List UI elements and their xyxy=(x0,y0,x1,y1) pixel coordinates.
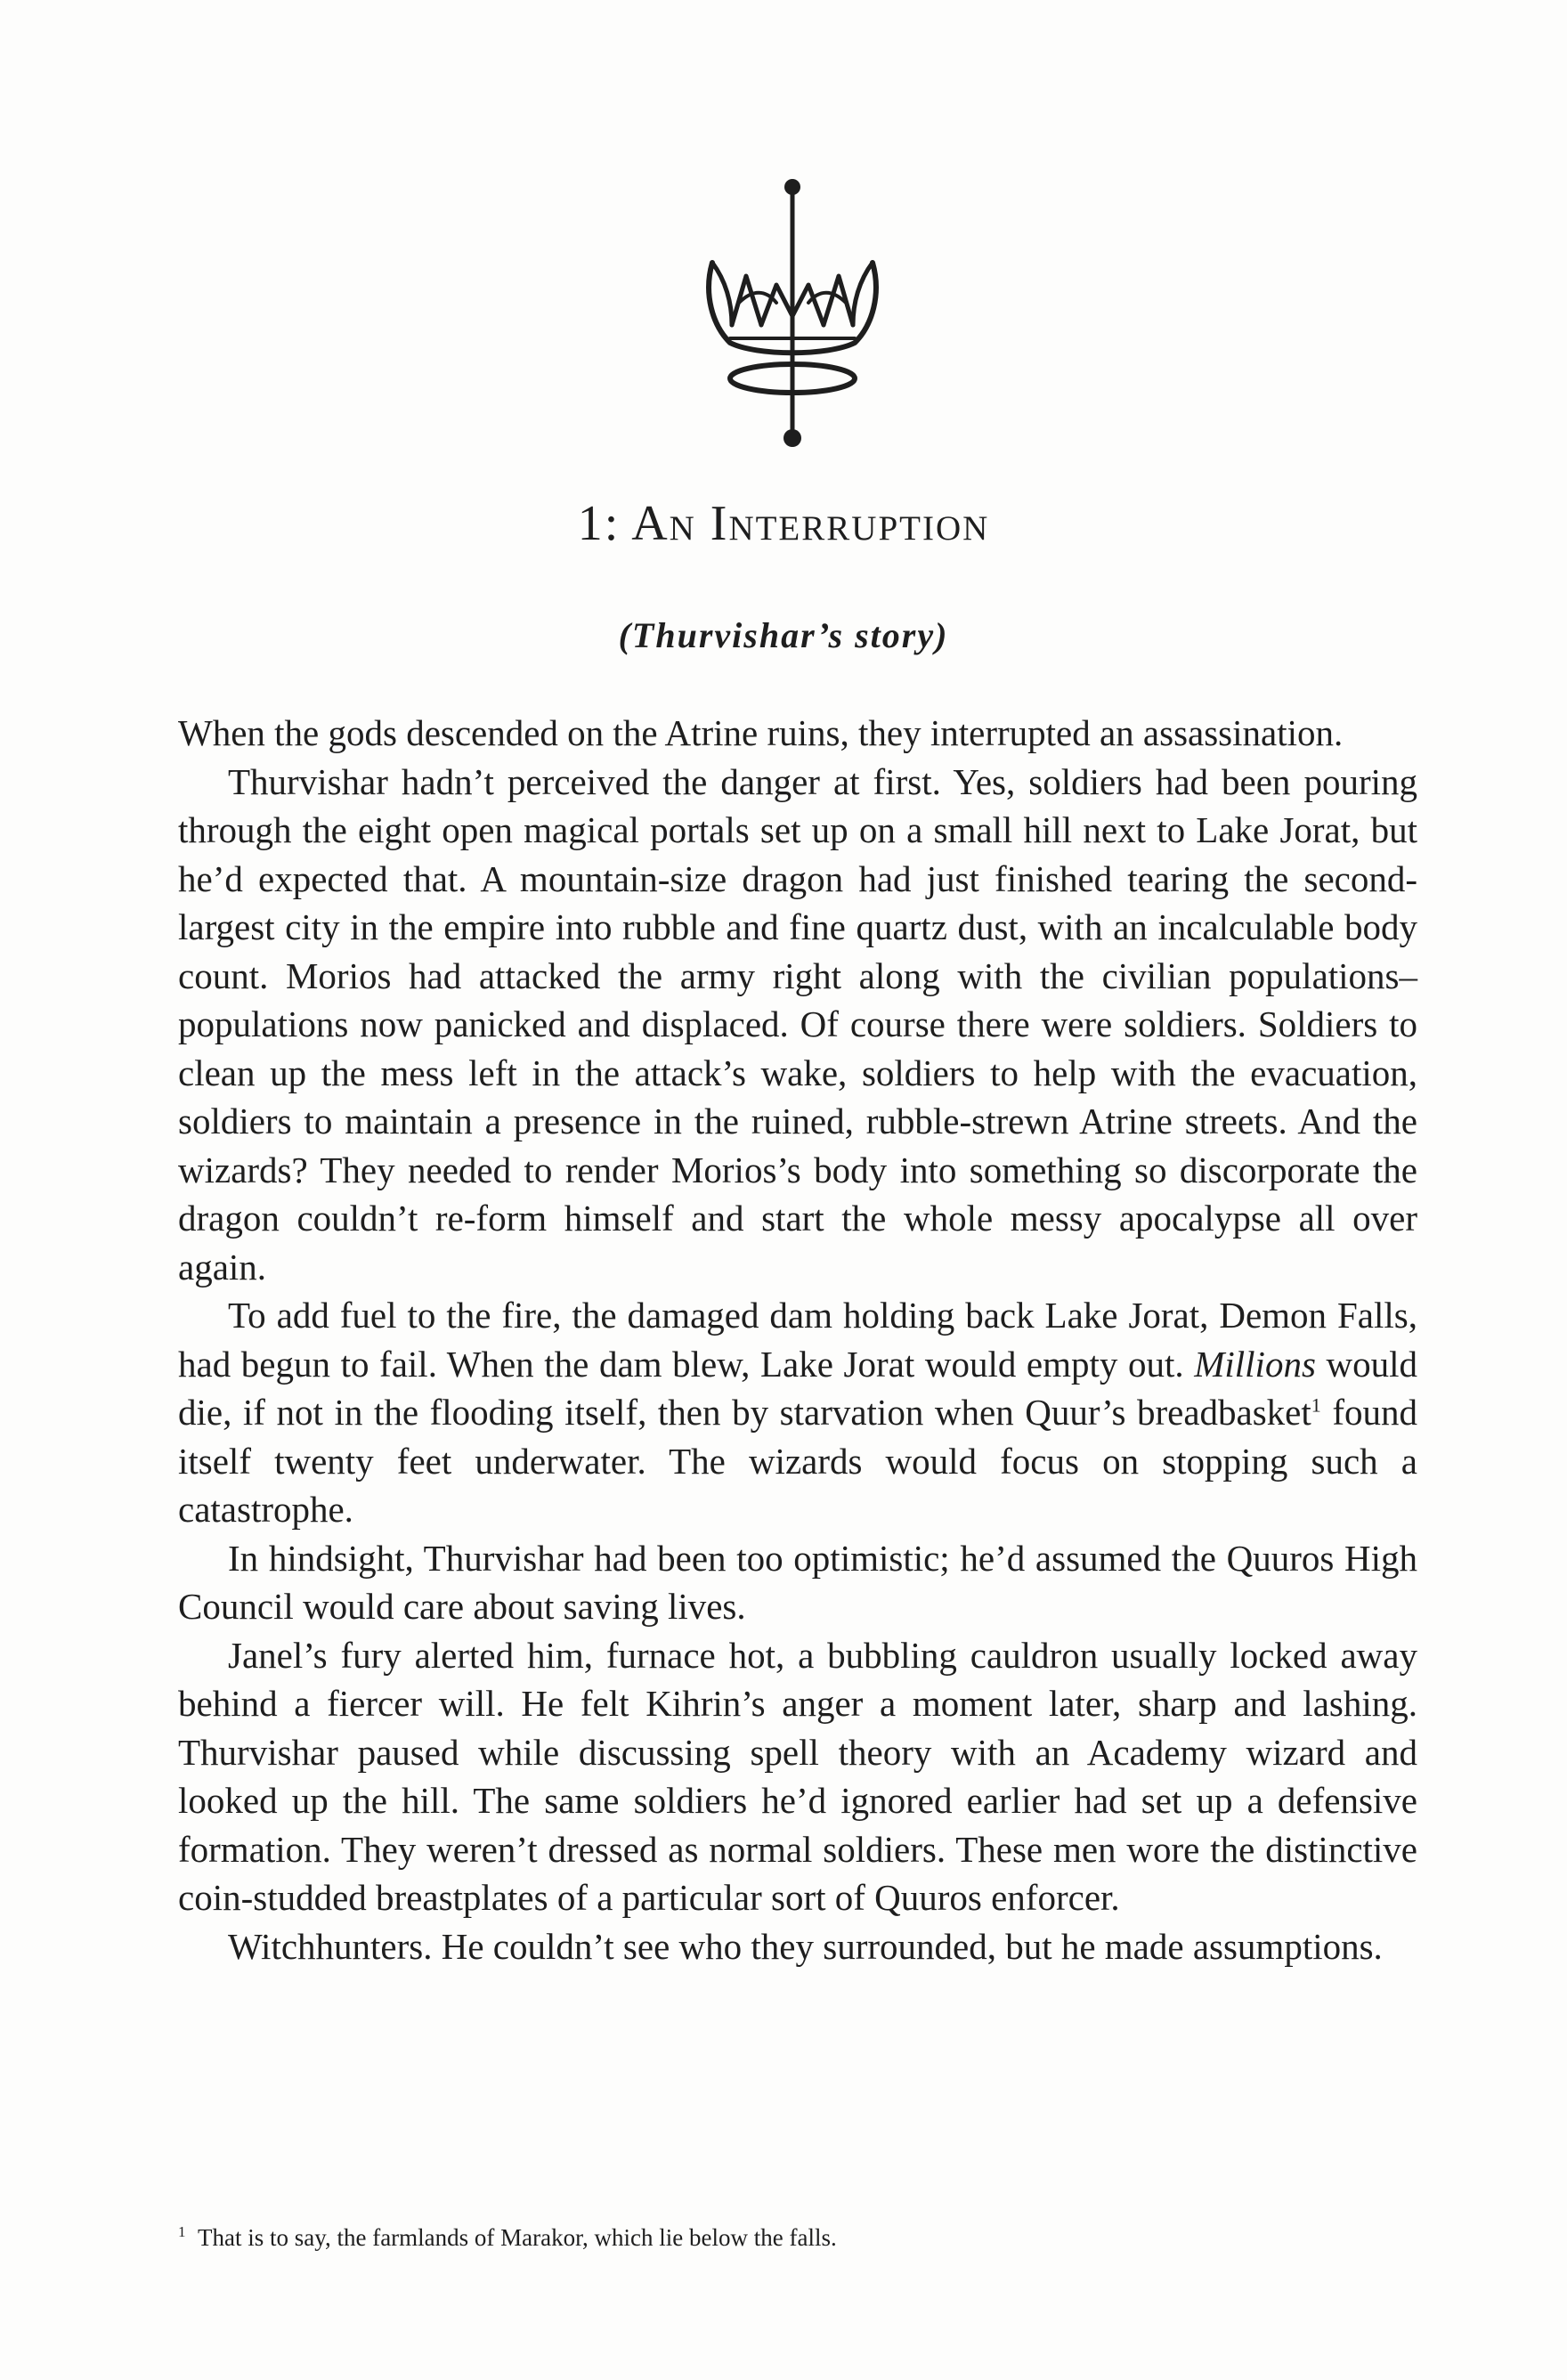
chapter-subtitle: (Thurvishar’s story) xyxy=(618,615,949,655)
paragraph-5: Janel’s fury alerted him, furnace hot, a bubbling cauldron usually locked away behind a fiercer will. He felt Kihrin’s anger a moment later, sharp and lashing. Thurvishar paused while discussing spell theory with an Academy wizard and looked up the hill. The same soldiers he’d ignored earlier had set up a defensive formation. They weren’t dressed as normal soldiers. These men wore the distinctive coin-studded breastplates of a particular sort of Quuros enforcer. xyxy=(178,1634,1417,1918)
paragraph-3-part-b: would die, if not in the flooding itself, then by starvation when Quur’s breadbasket xyxy=(178,1343,1418,1433)
paragraph-6: Witchhunters. He couldn’t see who they surrounded, but he made assumptions. xyxy=(228,1925,1383,1967)
paragraph-1: When the gods descended on the Atrine ruins, they interrupted an assassination. xyxy=(178,712,1344,753)
chapter-title: 1: An Interruption xyxy=(577,496,990,551)
footnote-text: That is to say, the farmlands of Marakor, which lie below the falls. xyxy=(198,2224,837,2251)
paragraph-3 xyxy=(178,1291,1417,1534)
footnote-marker: 1 xyxy=(178,2223,186,2240)
paragraph-3-part-c: found itself twenty feet underwater. The wizards would focus on stopping such a catastrophe. xyxy=(178,1392,1417,1530)
crown-staff-icon xyxy=(677,169,908,463)
chapter-body xyxy=(178,709,1417,1970)
paragraph-4: In hindsight, Thurvishar had been too optimistic; he’d assumed the Quuros High Council would care about saving lives. xyxy=(178,1537,1417,1627)
emphasis-millions: Millions xyxy=(1194,1343,1316,1385)
paragraph-2: Thurvishar hadn’t perceived the danger at first. Yes, soldiers had been pouring through the eight open magical portals set up on a small hill next to Lake Jorat, but he’d expected that. A mountain-size dragon had just finished tearing the second-largest city in the empire into rubble and fine quartz dust, with an incalculable body count. Morios had attacked the army right along with the civilian populations–populations now panicked and displaced. Of course there were soldiers. Soldiers to clean up the mess left in the attack’s wake, soldiers to help with the evacuation, soldiers to maintain a presence in the ruined, rubble-strewn Atrine streets. And the wizards? They needed to render Morios’s body into something so discorporate the dragon couldn’t re-form himself and start the whole messy apocalypse all over again. xyxy=(178,760,1417,1287)
footnote-reference: 1 xyxy=(1311,1393,1321,1417)
footnote xyxy=(178,2222,1417,2253)
paragraph-3-part-a: To add fuel to the fire, the damaged dam holding back Lake Jorat, Demon Falls, had begun to fail. When the dam blew, Lake Jorat would empty out. xyxy=(178,1295,1417,1385)
